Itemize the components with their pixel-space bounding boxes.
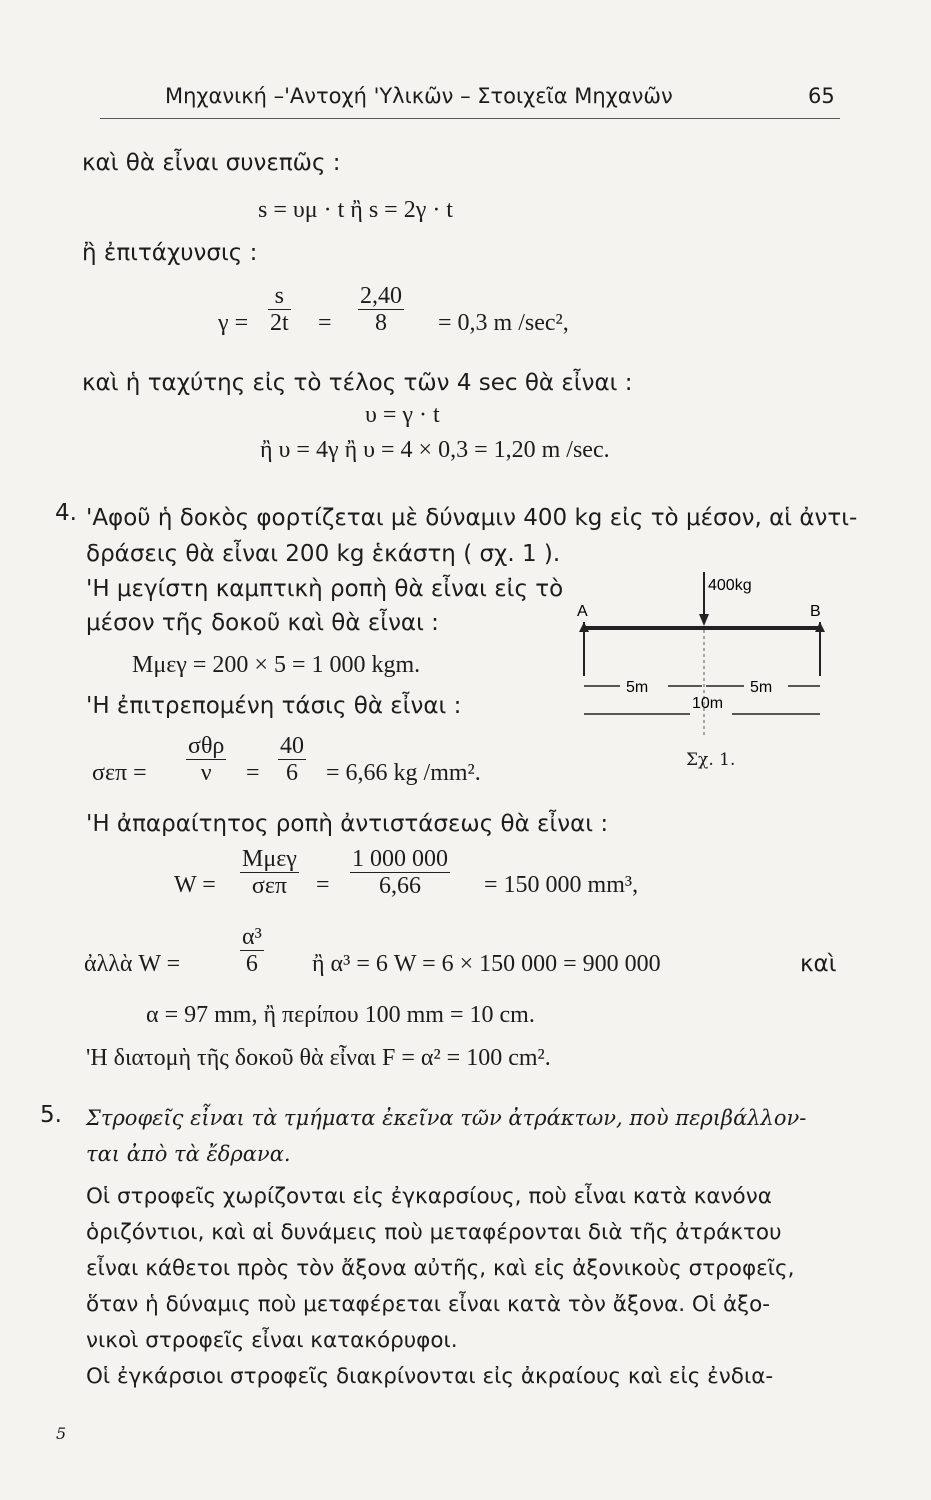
denominator: 6 [286,760,298,786]
fraction [186,733,226,786]
equation-area: 'Η διατομὴ τῆς δοκοῦ θὰ εἶναι F = α² = 100 cm². [86,1045,551,1071]
text-line: 'Αφοῦ ἡ δοκὸς φορτίζεται μὲ δύναμιν 400 kg εἰς τὸ μέσον, αἱ ἀντι- [86,505,858,531]
eq-lhs: W = [174,872,216,898]
eq-sign: = [318,310,332,336]
beam [582,626,822,630]
eq-sign: = [246,760,260,786]
text-line: ὁριζόντιοι, καὶ αἱ δυνάμεις ποὺ μεταφέρονται διὰ τῆς ἀτράκτου [86,1220,782,1245]
equation-s: s = υμ · t ἢ s = 2γ · t [258,197,453,223]
load-arrow-head [699,614,709,626]
text-line: Οἱ στροφεῖς χωρίζονται εἰς ἐγκαρσίους, ποὺ εἶναι κατὰ κανόνα [86,1184,772,1209]
text-line: καὶ ἡ ταχύτης εἰς τὸ τέλος τῶν 4 sec θὰ εἶναι : [82,370,633,396]
text-line: εἶναι κάθετοι πρὸς τὸν ἄξονα αὐτῆς, καὶ εἰς ἀξονικοὺς στροφεῖς, [86,1256,795,1281]
eq-rhs: = 0,3 m /sec², [438,310,569,336]
numerator: α³ [242,924,262,950]
fraction [278,733,306,786]
eq-lhs: σεπ = [92,760,147,786]
eq-rhs: = 6,66 kg /mm². [326,760,481,786]
definition-line: Στροφεῖς εἶναι τὰ τμήματα ἐκεῖνα τῶν ἀτράκτων, ποὺ περιβάλλον- [86,1106,807,1130]
denominator: 8 [375,310,387,336]
total-span-label: 10m [692,695,724,712]
text-line: καὶ [800,951,837,977]
item-number: 4. [55,500,77,526]
eq-lhs: γ = [218,310,249,336]
figure-caption: Σχ. 1. [686,750,736,770]
left-span-label: 5m [626,679,649,696]
eq-rhs: = 150 000 mm³, [484,872,639,898]
support-b-label: B [810,603,821,620]
eq-sign: = [316,872,330,898]
equation-v-value: ἢ υ = 4γ ἢ υ = 4 × 0,3 = 1,20 m /sec. [260,437,610,463]
text-line: μέσον τῆς δοκοῦ καὶ θὰ εἶναι : [86,610,439,636]
text-line: 'Η ἐπιτρεπομένη τάσις θὰ εἶναι : [86,693,462,719]
fraction [268,283,291,336]
eq-lhs: ἀλλὰ W = [84,951,181,977]
equation-alpha: α = 97 mm, ἢ περίπου 100 mm = 10 cm. [146,1002,535,1028]
running-title: Μηχανική –'Αντοχή 'Υλικῶν – Στοιχεῖα Μηχανῶν [165,84,673,108]
eq-rhs: ἢ α³ = 6 W = 6 × 150 000 = 900 000 [312,951,661,977]
fraction [350,846,450,899]
text-line: νικοὶ στροφεῖς εἶναι κατακόρυφοι. [86,1328,458,1353]
denominator: ν [200,760,212,786]
fraction [240,924,264,977]
item-number: 5. [40,1102,62,1128]
fraction [358,283,404,336]
denominator: σεπ [251,873,288,899]
printer-signature: 5 [56,1424,67,1443]
denominator: 6,66 [379,873,421,899]
page-number: 65 [808,84,835,108]
load-label: 400kg [708,577,752,594]
numerator: 40 [280,733,304,759]
numerator: 2,40 [360,283,402,309]
definition-line: ται ἀπὸ τὰ ἔδρανα. [86,1142,291,1166]
numerator: s [274,283,284,309]
numerator: Mμεγ [242,846,297,872]
support-a-label: A [577,603,588,620]
text-line: ὅταν ἡ δύναμις ποὺ μεταφέρεται εἶναι κατὰ τὸν ἄξονα. Οἱ ἀξο- [86,1292,771,1317]
text-line: 'Η ἀπαραίτητος ροπὴ ἀντιστάσεως θὰ εἶναι : [86,811,609,837]
equation-v: υ = γ · t [365,402,440,428]
numerator: 1 000 000 [352,846,448,872]
numerator: σθρ [188,733,225,759]
equation-moment: Mμεγ = 200 × 5 = 1 000 kgm. [132,652,421,678]
beam-figure [560,566,850,736]
text-line: καὶ θὰ εἶναι συνεπῶς : [82,150,341,176]
text-line: ἢ ἐπιτάχυνσις : [82,240,258,266]
denominator: 2t [270,310,289,336]
fraction [240,846,299,899]
denominator: 6 [245,951,258,977]
text-line: 'Η μεγίστη καμπτικὴ ροπὴ θὰ εἶναι εἰς τὸ [86,576,564,602]
header-rule [100,118,840,119]
text-line: Οἱ ἐγκάρσιοι στροφεῖς διακρίνονται εἰς ἀκραίους καὶ εἰς ἐνδια- [86,1364,774,1389]
right-span-label: 5m [750,679,773,696]
text-line: δράσεις θὰ εἶναι 200 kg ἑκάστη ( σχ. 1 ). [86,541,561,567]
